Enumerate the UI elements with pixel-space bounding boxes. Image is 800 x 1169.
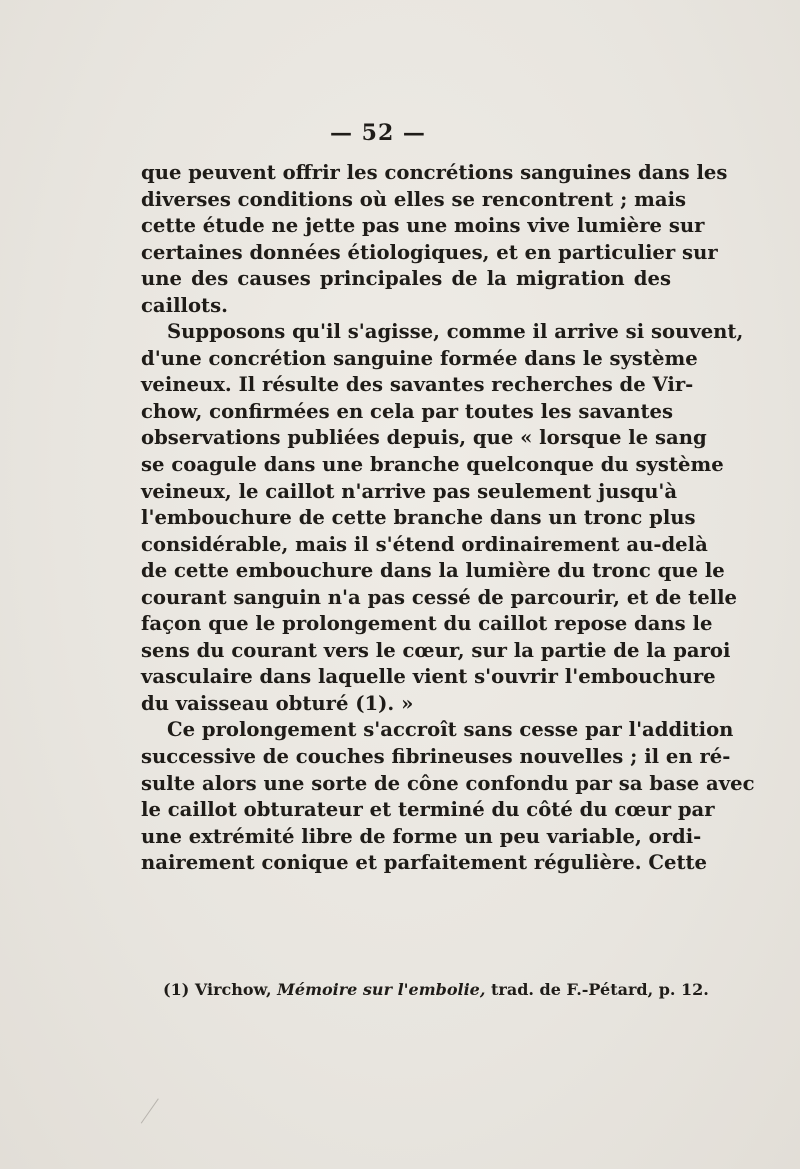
- text-line: cette étude ne jette pas une moins vive lumière sur: [141, 214, 705, 238]
- footnote-title: Mémoire sur l'embolie,: [277, 980, 486, 999]
- text-line: nairement conique et parfaitement régulière. Cette: [141, 851, 708, 875]
- text-line: observations publiées depuis, que « lorsque le sang: [141, 426, 707, 450]
- footnote-reference: trad. de F.-Pétard, p. 12.: [491, 980, 709, 999]
- text-line: courant sanguin n'a pas cessé de parcourir, et de telle: [141, 585, 738, 609]
- footnote-author: Virchow,: [194, 980, 272, 999]
- paragraph-3: [141, 717, 755, 876]
- text-line: de cette embouchure dans la lumière du tronc que le: [141, 559, 725, 583]
- text-line: considérable, mais il s'étend ordinairement au-delà: [141, 532, 708, 556]
- text-line: certaines données étiologiques, et en particulier sur: [141, 240, 718, 264]
- text-line: Ce prolongement s'accroît sans cesse par l'addition: [167, 718, 734, 742]
- text-line: une extrémité libre de forme un peu variable, ordi-: [141, 824, 702, 848]
- text-line: diverses conditions où elles se rencontrent ; mais: [141, 187, 687, 211]
- paragraph-2: [141, 319, 744, 717]
- text-line: du vaisseau obturé (1). »: [141, 691, 414, 715]
- text-line: chow, confirmées en cela par toutes les savantes: [141, 399, 674, 423]
- text-line: se coagule dans une branche quelconque du système: [141, 453, 724, 477]
- text-line: d'une concrétion sanguine formée dans le système: [141, 346, 698, 370]
- text-line: une des causes principales de la migration des: [141, 267, 671, 291]
- page-number: — 52 —: [330, 120, 426, 146]
- body-text: [141, 160, 755, 877]
- text-line: caillots.: [141, 293, 228, 317]
- text-line: vasculaire dans laquelle vient s'ouvrir l'embouchure: [141, 665, 716, 689]
- footnote-marker: (1): [163, 980, 190, 999]
- pen-mark: [141, 1098, 170, 1131]
- text-line: l'embouchure de cette branche dans un tronc plus: [141, 506, 696, 530]
- text-line: veineux, le caillot n'arrive pas seulement jusqu'à: [141, 479, 678, 503]
- text-line: successive de couches fibrineuses nouvelles ; il en ré-: [141, 745, 731, 769]
- text-line: que peuvent offrir les concrétions sanguines dans les: [141, 161, 728, 184]
- text-line: le caillot obturateur et terminé du côté du cœur par: [141, 798, 715, 822]
- footnote: [163, 980, 709, 999]
- text-line: façon que le prolongement du caillot repose dans le: [141, 612, 713, 636]
- text-line: Supposons qu'il s'agisse, comme il arrive si souvent,: [167, 320, 744, 344]
- text-line: veineux. Il résulte des savantes recherches de Vir-: [141, 373, 694, 397]
- text-line: sens du courant vers le cœur, sur la partie de la paroi: [141, 638, 731, 662]
- text-line: sulte alors une sorte de cône confondu par sa base avec: [141, 771, 755, 795]
- paragraph-1: [141, 160, 728, 319]
